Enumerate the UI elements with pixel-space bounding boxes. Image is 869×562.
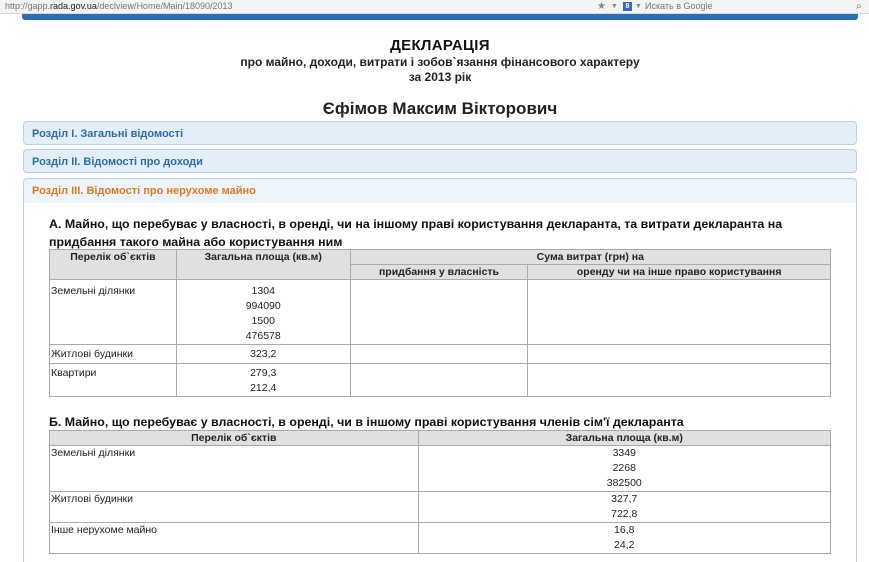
url-prefix: http://gapp. bbox=[5, 1, 51, 11]
row-name: Квартири bbox=[50, 364, 177, 397]
area-value: 994090 bbox=[245, 300, 281, 312]
declarant-name: Єфімов Максим Вікторович bbox=[322, 99, 558, 118]
area-value: 327,7 bbox=[611, 493, 638, 505]
part-b-title: Б. Майно, що перебуває у власності, в оренді, чи в іншому праві користування членів сім'ї декларанта bbox=[49, 415, 684, 429]
row-areas bbox=[176, 345, 350, 364]
table-row bbox=[50, 280, 831, 345]
section-income[interactable]: Розділ ІІ. Відомості про доходи bbox=[23, 149, 857, 173]
row-name: Земельні ділянки bbox=[50, 446, 419, 492]
history-dropdown-icon[interactable]: ▼ bbox=[611, 3, 618, 10]
bookmark-star-icon[interactable]: ★ bbox=[597, 1, 606, 12]
table-row bbox=[50, 523, 831, 554]
row-name: Земельні ділянки bbox=[50, 280, 177, 345]
col-area-header: Загальна площа (кв.м) bbox=[418, 431, 830, 446]
col-objects-header: Перелік об`єктів bbox=[50, 250, 177, 280]
site-nav-stripe bbox=[22, 14, 858, 20]
rent-cost bbox=[528, 280, 831, 345]
family-property-table bbox=[49, 430, 831, 554]
area-value: 24,2 bbox=[614, 539, 635, 551]
col-costs-header: Сума витрат (грн) на bbox=[350, 250, 830, 265]
table-row bbox=[50, 364, 831, 397]
section-general-info[interactable]: Розділ І. Загальні відомості bbox=[23, 121, 857, 145]
row-areas bbox=[176, 280, 350, 345]
area-value: 3349 bbox=[612, 447, 636, 459]
search-input[interactable]: Искать в Google bbox=[645, 1, 713, 11]
area-value: 279,3 bbox=[250, 367, 277, 379]
section-real-estate[interactable]: Розділ ІІІ. Відомості про нерухоме майно bbox=[23, 178, 857, 204]
purchase-cost bbox=[350, 345, 528, 364]
col-objects-header: Перелік об`єктів bbox=[50, 431, 419, 446]
url-path: /declview/Home/Main/18090/2013 bbox=[96, 1, 233, 11]
declarant-property-table bbox=[49, 249, 831, 397]
search-icon[interactable]: ⌕ bbox=[856, 1, 862, 12]
area-value: 1304 bbox=[251, 285, 275, 297]
col-purchase-header: придбання у власність bbox=[350, 265, 528, 280]
area-value: 212,4 bbox=[250, 382, 277, 394]
col-rent-header: оренду чи на інше право користування bbox=[528, 265, 831, 280]
row-name: Житлові будинки bbox=[50, 345, 177, 364]
table-row bbox=[50, 492, 831, 523]
purchase-cost bbox=[350, 280, 528, 345]
url-host: rada.gov.ua bbox=[50, 1, 97, 11]
area-value: 1500 bbox=[251, 315, 275, 327]
col-area-header: Загальна площа (кв.м) bbox=[176, 250, 350, 280]
row-name: Інше нерухоме майно bbox=[50, 523, 419, 554]
browser-toolbar bbox=[0, 0, 869, 14]
url-field[interactable] bbox=[5, 0, 233, 13]
area-value: 476578 bbox=[245, 330, 281, 342]
area-value: 722,8 bbox=[611, 508, 638, 520]
part-a-title: А. Майно, що перебуває у власності, в оренді, чи на іншому праві користування декларанта, та витрати декларанта на придбання такого майна або користування ним bbox=[49, 217, 783, 249]
row-areas bbox=[418, 523, 830, 554]
area-value: 323,2 bbox=[250, 348, 277, 360]
table-row bbox=[50, 446, 831, 492]
google-engine-icon[interactable]: 8 bbox=[623, 2, 632, 11]
page-title: ДЕКЛАРАЦІЯ bbox=[390, 37, 490, 54]
purchase-cost bbox=[350, 364, 528, 397]
area-value: 2268 bbox=[612, 462, 636, 474]
table-row bbox=[50, 345, 831, 364]
row-areas bbox=[418, 446, 830, 492]
area-value: 382500 bbox=[606, 477, 642, 489]
declaration-year: за 2013 рік bbox=[408, 70, 472, 84]
engine-dropdown-icon[interactable]: ▼ bbox=[635, 3, 642, 10]
row-areas bbox=[176, 364, 350, 397]
row-name: Житлові будинки bbox=[50, 492, 419, 523]
row-areas bbox=[418, 492, 830, 523]
rent-cost bbox=[528, 364, 831, 397]
page-subtitle: про майно, доходи, витрати і зобов`язання фінансового характеру bbox=[240, 55, 640, 69]
rent-cost bbox=[528, 345, 831, 364]
area-value: 16,8 bbox=[614, 524, 635, 536]
